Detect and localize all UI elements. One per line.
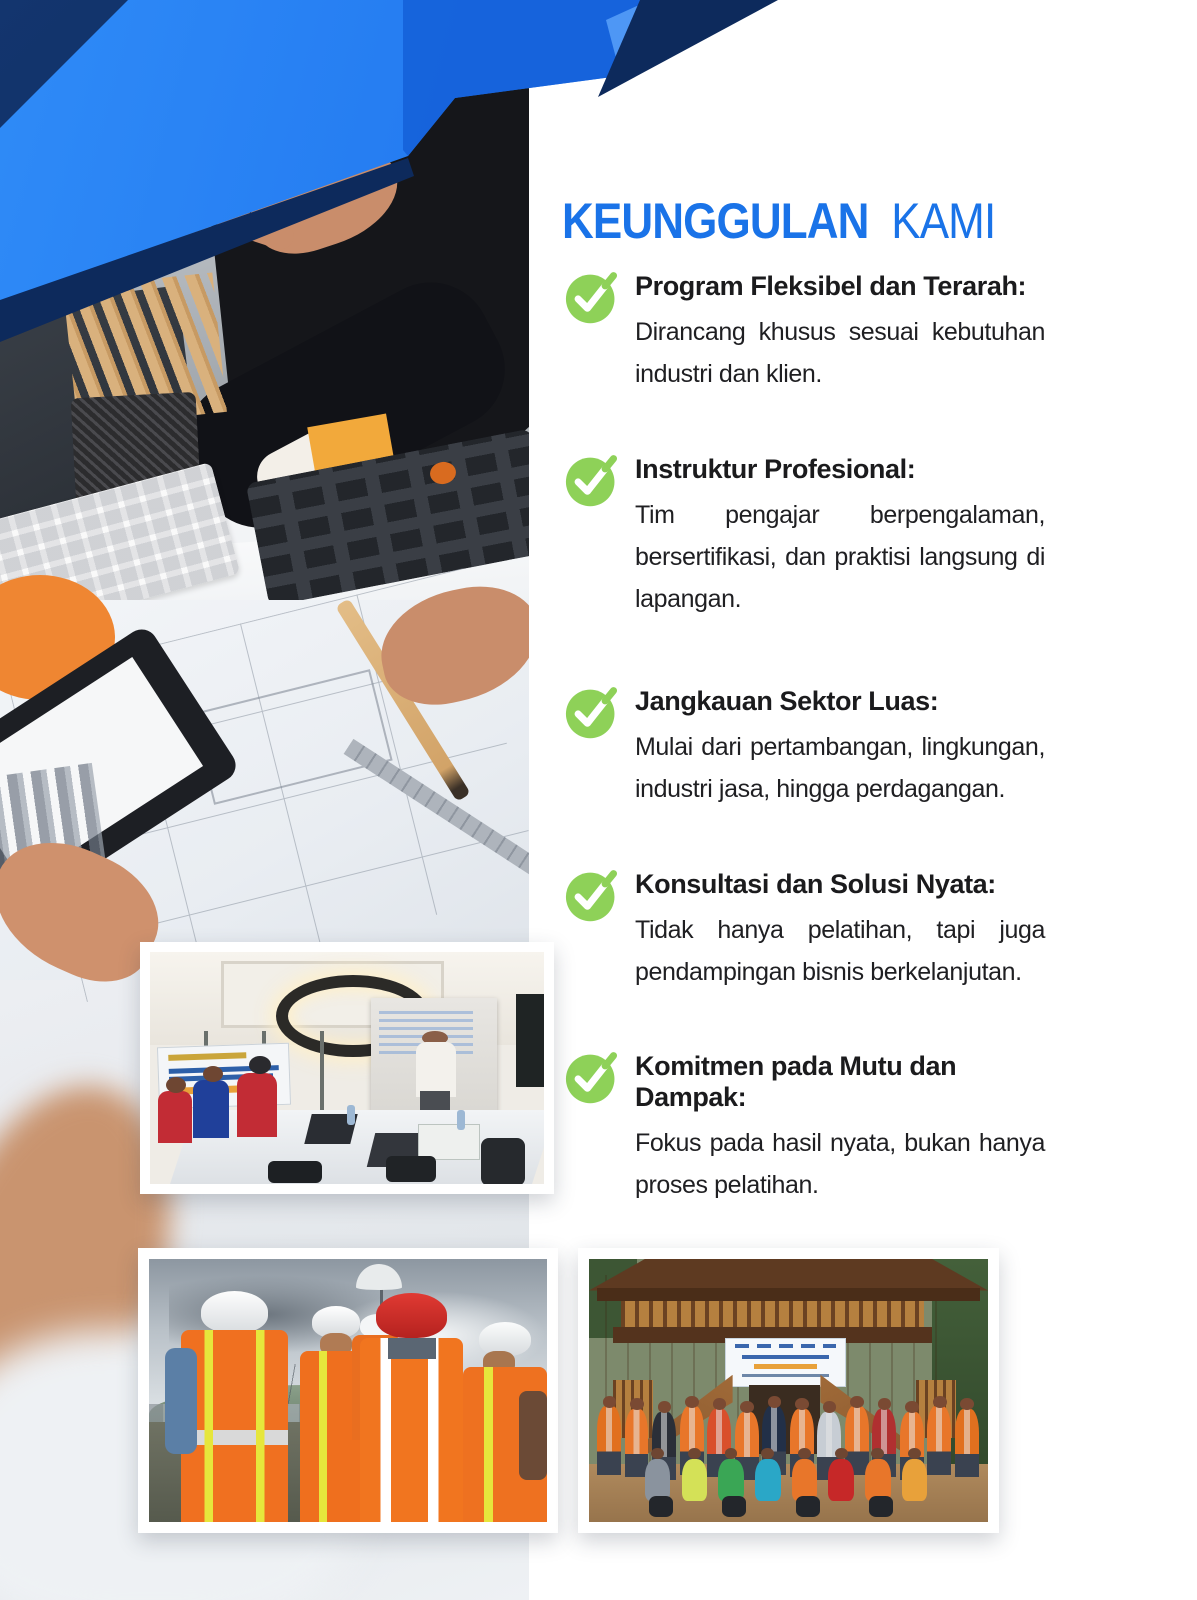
advantage-title: Program Fleksibel dan Terarah: — [635, 271, 1027, 301]
page-title-primary: KEUNGGULAN — [562, 193, 869, 249]
person-standing — [625, 1409, 649, 1477]
person-standing — [927, 1406, 951, 1474]
bottle-icon — [457, 1110, 465, 1130]
check-icon — [565, 453, 621, 509]
participant-head — [249, 1056, 271, 1074]
person-head — [768, 1396, 782, 1408]
advantage-item — [565, 685, 1047, 810]
person-standing — [955, 1409, 979, 1477]
shirt-collar — [388, 1338, 436, 1359]
page-title-secondary — [880, 193, 891, 249]
roof-eave — [597, 1288, 980, 1301]
advantage-description: Fokus pada hasil nyata, bukan hanya proses pelatihan. — [635, 1129, 1045, 1199]
advantage-item — [565, 453, 1047, 620]
bag-icon — [869, 1496, 893, 1517]
person-standing — [597, 1406, 621, 1474]
person-head — [685, 1396, 699, 1408]
bag-icon — [722, 1496, 746, 1517]
person-head — [823, 1401, 837, 1413]
photo-group — [578, 1248, 999, 1533]
person-squatting — [755, 1459, 781, 1501]
printer-box — [418, 1124, 480, 1160]
roof — [589, 1259, 988, 1291]
person-head — [630, 1398, 644, 1410]
photo-site-visit — [138, 1248, 558, 1533]
check-icon — [565, 270, 621, 326]
advantage-item — [565, 1050, 1047, 1206]
person-head — [933, 1396, 947, 1408]
person-squatting — [682, 1459, 708, 1501]
person-squatting — [828, 1459, 854, 1501]
red-hard-hat-icon — [376, 1293, 448, 1338]
participant-head — [166, 1077, 186, 1093]
chair-icon — [481, 1138, 525, 1184]
person-head — [795, 1398, 809, 1410]
person-head — [658, 1401, 672, 1413]
advantage-description: Tidak hanya pelatihan, tapi juga pendampingan bisnis berkelanjutan. — [635, 916, 1045, 986]
check-icon — [565, 1050, 621, 1106]
shirt-sleeve — [165, 1348, 197, 1453]
advantage-title: Instruktur Profesional: — [635, 454, 916, 484]
photo-training — [140, 942, 554, 1194]
person-squatting — [902, 1459, 928, 1501]
wall-display — [516, 994, 544, 1087]
person-head — [850, 1396, 864, 1408]
participant — [158, 1091, 192, 1143]
advantage-item — [565, 868, 1047, 993]
person-head — [905, 1401, 919, 1413]
hard-hat-icon — [201, 1291, 269, 1333]
advantage-title: Jangkauan Sektor Luas: — [635, 686, 939, 716]
page-title-secondary-text: KAMI — [891, 193, 996, 249]
person-squatting — [718, 1459, 744, 1501]
participant — [193, 1080, 229, 1138]
chair-icon — [268, 1161, 322, 1183]
advantage-description: Tim pengajar berpengalaman, bersertifikasi, dan praktisi langsung di lapangan. — [635, 501, 1045, 613]
advantage-description: Dirancang khusus sesuai kebutuhan industri dan klien. — [635, 318, 1045, 388]
person-squatting — [865, 1459, 891, 1501]
safety-vest — [360, 1338, 463, 1522]
page-title — [562, 192, 1020, 250]
bottle-icon — [347, 1105, 355, 1125]
chair-icon — [386, 1156, 436, 1182]
person-squatting — [792, 1459, 818, 1501]
upper-balcony-railing — [621, 1301, 924, 1327]
presenter-shirt — [416, 1042, 456, 1097]
person-head — [835, 1448, 848, 1459]
advantage-title: Konsultasi dan Solusi Nyata: — [635, 869, 996, 899]
event-banner — [725, 1338, 847, 1387]
participant — [237, 1073, 277, 1137]
check-icon — [565, 685, 621, 741]
bag-icon — [796, 1496, 820, 1517]
bag-icon — [649, 1496, 673, 1517]
person-head — [603, 1396, 617, 1408]
advantage-title: Komitmen pada Mutu dan Dampak: — [635, 1051, 957, 1112]
safety-vest — [181, 1330, 288, 1522]
worker-arm — [519, 1391, 547, 1480]
check-icon — [565, 868, 621, 924]
participant-head — [203, 1066, 223, 1082]
advantage-description: Mulai dari pertambangan, lingkungan, industri jasa, hingga perdagangan. — [635, 733, 1045, 803]
person-squatting — [645, 1459, 671, 1501]
advantage-item — [565, 270, 1047, 395]
person-head — [740, 1401, 754, 1413]
